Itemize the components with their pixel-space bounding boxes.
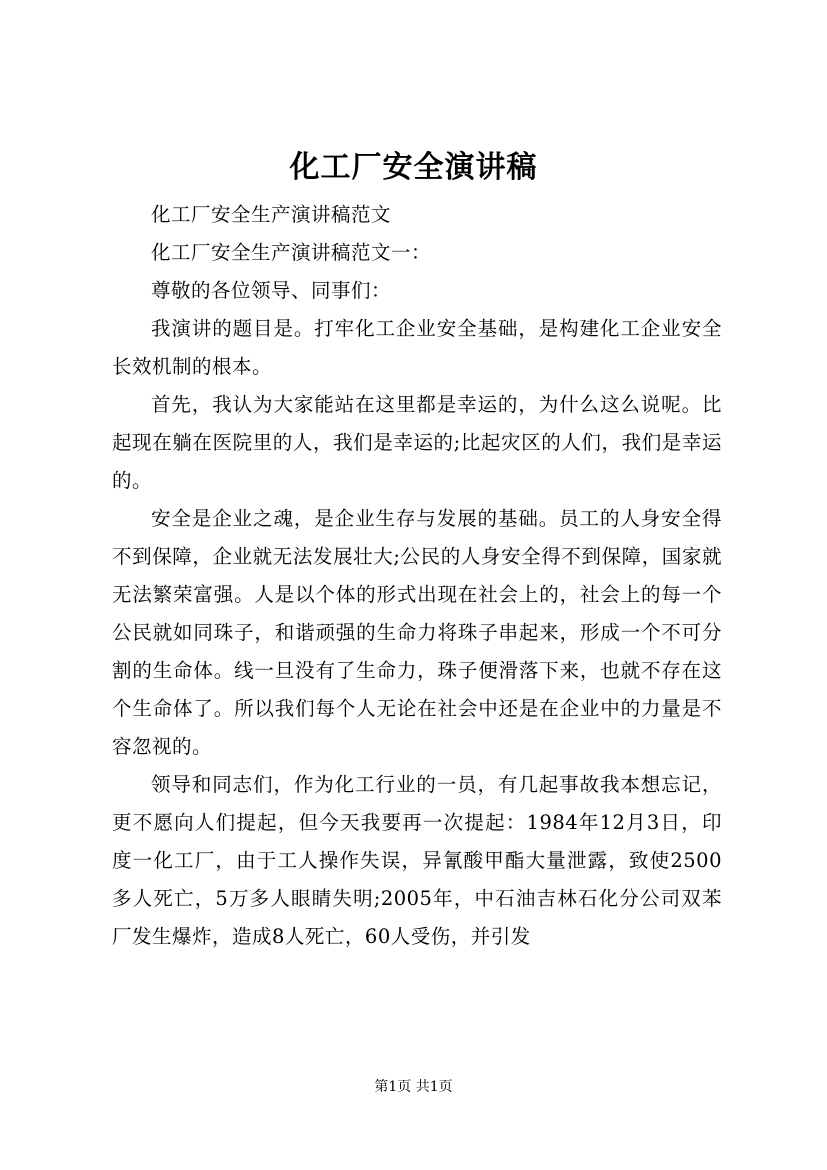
paragraph-fortunate: 首先，我认为大家能站在这里都是幸运的，为什么这么说呢。比起现在躺在医院里的人，我们是幸运的;比起灾区的人们，我们是幸运的。: [112, 393, 722, 492]
paragraph-accidents: 领导和同志们，作为化工行业的一员，有几起事故我本想忘记，更不愿向人们提起，但今天我要再一次提起：1984年12月3日，印度一化工厂，由于工人操作失误，异氰酸甲酯大量泄露，致使2500多人死亡，5万多人眼睛失明;2005年，中石油吉林石化分公司双苯厂发生爆炸，造成8人死亡，60人受伤，并引发: [112, 773, 722, 948]
document-body: [112, 196, 722, 956]
paragraph-subtitle-one: 化工厂安全生产演讲稿范文一：: [151, 241, 432, 264]
paragraph-safety-soul: 安全是企业之魂，是企业生存与发展的基础。员工的人身安全得不到保障，企业就无法发展壮大;公民的人身安全得不到保障，国家就无法繁荣富强。人是以个体的形式出现在社会上的，社会上的每一个公民就如同珠子，和谐顽强的生命力将珠子串起来，形成一个不可分割的生命体。线一旦没有了生命力，珠子便滑落下来，也就不存在这个生命体了。所以我们每个人无论在社会中还是在企业中的力量是不容忽视的。: [112, 507, 722, 758]
paragraph-salutation: 尊敬的各位领导、同事们：: [151, 279, 392, 302]
paragraph-topic: 我演讲的题目是。打牢化工企业安全基础，是构建化工企业安全长效机制的根本。: [112, 317, 722, 378]
page-footer: 第1页 共1页: [374, 1079, 453, 1095]
document-title: 化工厂安全演讲稿: [289, 150, 538, 185]
paragraph-subtitle: 化工厂安全生产演讲稿范文: [151, 203, 392, 226]
